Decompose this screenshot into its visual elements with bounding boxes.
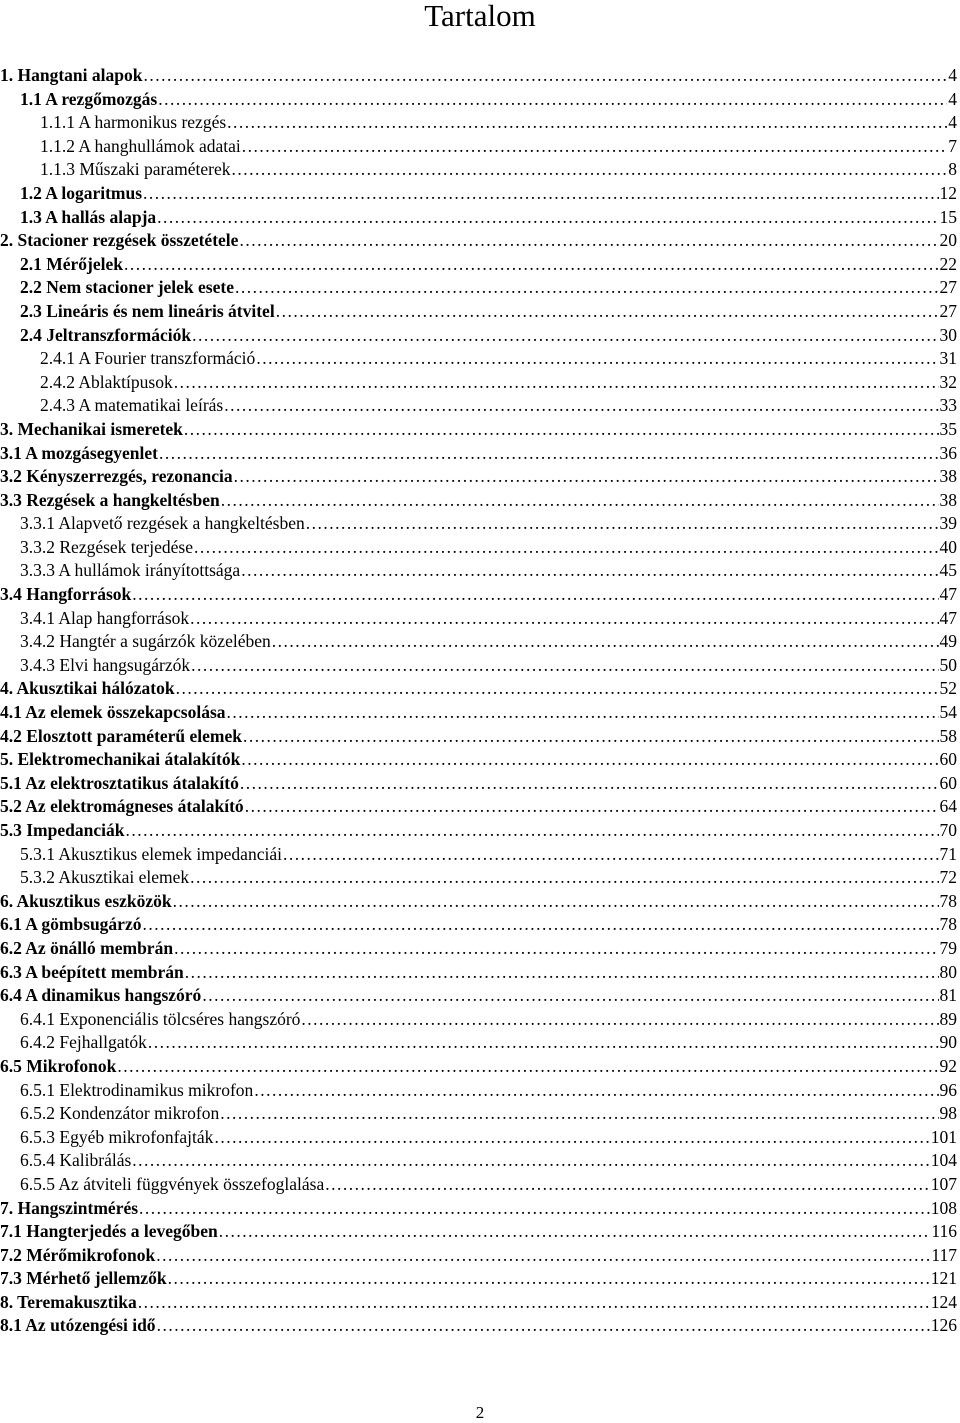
toc-entry-row [0, 748, 957, 772]
toc-entry-row [40, 394, 957, 418]
toc-dot-leader [243, 725, 938, 749]
toc-entry-page: 117 [931, 1244, 957, 1265]
toc-dot-leader [301, 1008, 938, 1032]
toc-entry[interactable] [0, 630, 960, 654]
toc-entry-page: 36 [939, 442, 957, 463]
toc-entry[interactable] [0, 418, 960, 442]
toc-entry-page: 8 [948, 159, 957, 180]
toc-entry-label: 6.5.5 Az átviteli függvények összefoglalása [20, 1173, 325, 1194]
toc-entry-page: 40 [939, 536, 957, 557]
toc-entry[interactable] [0, 843, 960, 867]
toc-entry-page: 126 [930, 1315, 957, 1336]
toc-dot-leader [272, 630, 939, 654]
toc-entry[interactable] [0, 1079, 960, 1103]
toc-entry-label: 6. Akusztikus eszközök [0, 890, 172, 911]
toc-entry-row [20, 843, 957, 867]
toc-dot-leader [148, 1031, 939, 1055]
toc-dot-leader [227, 701, 939, 725]
toc-entry-row [20, 607, 957, 631]
toc-entry[interactable] [0, 1197, 960, 1221]
toc-entry-row [20, 1126, 957, 1150]
toc-entry[interactable] [0, 64, 960, 88]
toc-entry-page: 47 [939, 607, 957, 628]
toc-dot-leader [142, 913, 938, 937]
toc-entry-page: 35 [939, 418, 957, 439]
page-title: Tartalom [424, 0, 536, 33]
toc-entry[interactable] [0, 890, 960, 914]
toc-entry-row [0, 890, 957, 914]
toc-dot-leader [184, 418, 939, 442]
toc-entry-label: 4.1 Az elemek összekapcsolása [0, 702, 226, 723]
toc-dot-leader [219, 1220, 931, 1244]
toc-dot-leader [138, 1291, 930, 1315]
toc-entry-label: 1.1.3 Műszaki paraméterek [40, 159, 231, 180]
toc-entry-page: 90 [939, 1032, 957, 1053]
toc-entry-row [0, 229, 957, 253]
toc-entry[interactable] [0, 748, 960, 772]
toc-entry[interactable] [0, 984, 960, 1008]
toc-entry[interactable] [0, 1126, 960, 1150]
toc-entry-label: 7.1 Hangterjedés a levegőben [0, 1221, 218, 1242]
toc-entry-label: 6.1 A gömbsugárzó [0, 914, 142, 935]
toc-entry-row [0, 984, 957, 1008]
toc-entry-page: 64 [939, 796, 957, 817]
toc-entry-label: 6.5.1 Elektrodinamikus mikrofon [20, 1079, 254, 1100]
toc-entry-page: 78 [939, 914, 957, 935]
toc-entry-label: 7.2 Mérőmikrofonok [0, 1244, 156, 1265]
toc-entry-label: 3. Mechanikai ismeretek [0, 418, 183, 439]
toc-entry-label: 3.4.2 Hangtér a sugárzók közelében [20, 631, 271, 652]
toc-entry-label: 7. Hangszintmérés [0, 1197, 139, 1218]
toc-entry[interactable] [0, 465, 960, 489]
toc-entry-label: 6.5.4 Kalibrálás [20, 1150, 132, 1171]
toc-entry-page: 49 [939, 631, 957, 652]
toc-entry-page: 60 [939, 772, 957, 793]
toc-entry-label: 6.4.2 Fejhallgatók [20, 1032, 147, 1053]
toc-entry-page: 101 [930, 1126, 957, 1147]
toc-entry-label: 2. Stacioner rezgések összetétele [0, 230, 239, 251]
toc-entry-label: 8.1 Az utózengési idő [0, 1315, 156, 1336]
toc-entry-label: 3.3.2 Rezgések terjedése [20, 536, 193, 557]
toc-dot-leader [143, 182, 938, 206]
toc-entry-row [20, 654, 957, 678]
toc-entry-label: 2.4 Jeltranszformációk [20, 324, 192, 345]
toc-dot-leader [158, 88, 947, 112]
toc-entry-label: 7.3 Mérhető jellemzők [0, 1268, 167, 1289]
toc-entry-page: 70 [939, 820, 957, 840]
toc-entry[interactable] [0, 442, 960, 466]
toc-entry-page: 104 [930, 1150, 957, 1171]
toc-entry-label: 3.3 Rezgések a hangkeltésben [0, 489, 220, 510]
toc-entry-row [40, 111, 957, 135]
toc-dot-leader [139, 1197, 930, 1221]
toc-entry-label: 6.5 Mikrofonok [0, 1055, 117, 1076]
toc-entry-row [0, 701, 957, 725]
toc-entry-label: 1.1 A rezgőmozgás [20, 88, 158, 109]
toc-entry[interactable] [0, 229, 960, 253]
toc-entry-label: 8. Teremakusztika [0, 1291, 137, 1312]
toc-entry-page: 96 [939, 1079, 957, 1100]
toc-entry[interactable] [0, 182, 960, 206]
toc-entry-page: 4 [948, 65, 957, 85]
toc-entry-row [20, 512, 957, 536]
toc-entry-page: 31 [939, 348, 957, 369]
toc-entry[interactable] [0, 489, 960, 513]
toc-entry[interactable] [0, 819, 960, 843]
toc-entry[interactable] [0, 1291, 960, 1315]
toc-entry[interactable] [0, 1055, 960, 1079]
toc-entry-page: 7 [948, 135, 957, 156]
toc-entry-label: 5.3.2 Akusztikai elemek [20, 867, 190, 888]
toc-entry-page: 121 [930, 1268, 957, 1289]
toc-entry-label: 3.1 A mozgásegyenlet [0, 442, 158, 463]
toc-entry-label: 1.1.2 A hanghullámok adatai [40, 135, 241, 156]
toc-entry-label: 6.5.3 Egyéb mikrofonfajták [20, 1126, 214, 1147]
toc-dot-leader [159, 442, 939, 466]
toc-dot-leader [174, 937, 938, 961]
toc-entry-page: 116 [931, 1221, 957, 1242]
toc-entry-row [20, 206, 957, 230]
toc-entry-row [0, 442, 957, 466]
toc-entry-row [20, 182, 957, 206]
toc-entry[interactable] [0, 324, 960, 348]
toc-entry-page: 54 [939, 702, 957, 723]
toc-entry-row [0, 795, 957, 819]
toc-dot-leader [143, 64, 947, 88]
toc-entry-label: 3.3.3 A hullámok irányítottsága [20, 560, 241, 581]
toc-entry-label: 5. Elektromechanikai átalakítók [0, 749, 241, 770]
toc-entry[interactable] [0, 253, 960, 277]
toc-entry-row [0, 583, 957, 607]
toc-entry-row [20, 1008, 957, 1032]
toc-entry[interactable] [0, 1149, 960, 1173]
toc-dot-leader [190, 866, 938, 890]
toc-entry-page: 107 [930, 1173, 957, 1194]
toc-entry-row [0, 819, 957, 843]
toc-entry[interactable] [0, 583, 960, 607]
toc-entry-label: 1. Hangtani alapok [0, 65, 143, 85]
toc-entry[interactable] [0, 913, 960, 937]
toc-dot-leader [239, 229, 938, 253]
toc-dot-leader [168, 1267, 930, 1291]
toc-entry[interactable] [0, 347, 960, 371]
toc-entry-page: 15 [939, 206, 957, 227]
toc-entry-page: 4 [948, 88, 957, 109]
toc-entry[interactable] [0, 677, 960, 701]
page-number: 2 [475, 1403, 485, 1422]
toc-entry-page: 12 [939, 182, 957, 203]
toc-dot-leader [231, 158, 947, 182]
toc-dot-leader [124, 253, 938, 277]
toc-entry-page: 81 [939, 985, 957, 1006]
toc-entry-row [20, 88, 957, 112]
toc-entry[interactable] [0, 158, 960, 182]
toc-dot-leader [132, 1149, 929, 1173]
toc-entry-page: 33 [939, 395, 957, 416]
toc-entry-page: 47 [939, 584, 957, 605]
toc-entry-row [0, 913, 957, 937]
toc-entry-row [0, 677, 957, 701]
toc-entry-row [40, 371, 957, 395]
toc-entry-label: 6.3 A beépített membrán [0, 961, 184, 982]
toc-entry-label: 6.2 Az önálló membrán [0, 937, 174, 958]
toc-entry-label: 2.1 Mérőjelek [20, 253, 124, 274]
toc-entry-page: 4 [948, 112, 957, 133]
toc-dot-leader [241, 748, 938, 772]
toc-entry[interactable] [0, 607, 960, 631]
toc-entry-label: 4. Akusztikai hálózatok [0, 678, 175, 699]
toc-entry[interactable] [0, 1173, 960, 1197]
toc-entry-label: 6.4.1 Exponenciális tölcséres hangszóró [20, 1008, 301, 1029]
toc-entry-page: 38 [939, 466, 957, 487]
toc-entry-row [20, 1149, 957, 1173]
toc-dot-leader [156, 1244, 930, 1268]
toc-entry-label: 5.3.1 Akusztikus elemek impedanciái [20, 843, 282, 864]
toc-entry-page: 58 [939, 725, 957, 746]
toc-entry-page: 30 [939, 324, 957, 345]
toc-entry[interactable] [0, 536, 960, 560]
toc-entry-row [0, 772, 957, 796]
toc-entry-page: 98 [939, 1103, 957, 1124]
toc-entry-label: 3.3.1 Alapvető rezgések a hangkeltésben [20, 513, 305, 534]
toc-entry-row [20, 300, 957, 324]
toc-dot-leader [276, 300, 939, 324]
toc-dot-leader [173, 890, 939, 914]
toc-entry-row [0, 64, 957, 88]
toc-dot-leader [190, 607, 938, 631]
toc-dot-leader [227, 111, 947, 135]
toc-dot-leader [157, 1314, 930, 1338]
toc-entry-row [20, 1031, 957, 1055]
toc-entry[interactable] [0, 206, 960, 230]
toc-entry-row [40, 158, 957, 182]
toc-entry[interactable] [0, 937, 960, 961]
toc-entry-label: 6.4 A dinamikus hangszóró [0, 985, 202, 1006]
toc-dot-leader [214, 1126, 929, 1150]
toc-dot-leader [240, 772, 939, 796]
toc-entry-page: 78 [939, 890, 957, 911]
toc-entry-page: 39 [939, 513, 957, 534]
toc-entry[interactable] [0, 1008, 960, 1032]
toc-dot-leader [117, 1055, 938, 1079]
toc-entry-page: 27 [939, 277, 957, 298]
toc-entry-row [0, 489, 957, 513]
toc-dot-leader [174, 371, 939, 395]
toc-entry-row [0, 1291, 957, 1315]
toc-entry-page: 52 [939, 678, 957, 699]
toc-entry-label: 2.4.3 A matematikai leírás [40, 395, 224, 416]
toc-dot-leader [283, 843, 939, 867]
toc-entry-row [20, 559, 957, 583]
toc-dot-leader [220, 1102, 938, 1126]
toc-entry-page: 32 [939, 371, 957, 392]
toc-entry-row [0, 937, 957, 961]
toc-entry-label: 2.4.1 A Fourier transzformáció [40, 348, 256, 369]
toc-entry[interactable] [0, 300, 960, 324]
toc-dot-leader [235, 276, 939, 300]
toc-entry-row [20, 536, 957, 560]
toc-entry[interactable] [0, 654, 960, 678]
toc-entry[interactable] [0, 795, 960, 819]
toc-dot-leader [132, 583, 938, 607]
toc-entry[interactable] [0, 371, 960, 395]
toc-entry[interactable] [0, 512, 960, 536]
toc-dot-leader [194, 536, 939, 560]
toc-dot-leader [234, 465, 939, 489]
toc-entry-label: 2.2 Nem stacioner jelek esete [20, 277, 234, 298]
toc-entry-row [0, 1055, 957, 1079]
toc-entry-page: 38 [939, 489, 957, 510]
toc-entry-page: 45 [939, 560, 957, 581]
toc-entry-page: 20 [939, 230, 957, 251]
toc-entry-row [0, 1267, 957, 1291]
toc-entry[interactable] [0, 1314, 960, 1338]
toc-dot-leader [224, 394, 938, 418]
toc-entry[interactable] [0, 772, 960, 796]
toc-entry-page: 27 [939, 300, 957, 321]
toc-entry-row [0, 418, 957, 442]
toc-dot-leader [157, 206, 938, 230]
toc-entry[interactable] [0, 1031, 960, 1055]
toc-entry-row [20, 253, 957, 277]
toc-entry-row [20, 1173, 957, 1197]
toc-entry[interactable] [0, 725, 960, 749]
toc-dot-leader [241, 559, 938, 583]
toc-entry-page: 22 [939, 253, 957, 274]
toc-dot-leader [242, 135, 948, 159]
toc-entry[interactable] [0, 1244, 960, 1268]
toc-entry-label: 4.2 Elosztott paraméterű elemek [0, 725, 243, 746]
toc-entry-page: 80 [939, 961, 957, 982]
toc-entry-page: 71 [939, 843, 957, 864]
toc-entry-label: 1.2 A logaritmus [20, 182, 143, 203]
toc-entry-label: 2.3 Lineáris és nem lineáris átvitel [20, 300, 275, 321]
toc-dot-leader [125, 819, 938, 843]
toc-entry-row [0, 1220, 957, 1244]
toc-entry-page: 72 [939, 867, 957, 888]
toc-entry-row [0, 465, 957, 489]
toc-entry-label: 1.1.1 A harmonikus rezgés [40, 112, 227, 133]
toc-entry[interactable] [0, 135, 960, 159]
toc-entry-page: 108 [930, 1197, 957, 1218]
toc-entry-label: 5.2 Az elektromágneses átalakító [0, 796, 244, 817]
toc-entry[interactable] [0, 1220, 960, 1244]
toc-entry-row [40, 347, 957, 371]
toc-dot-leader [306, 512, 939, 536]
toc-entry-row [0, 961, 957, 985]
toc-entry-row [20, 866, 957, 890]
toc-entry-row [0, 1314, 957, 1338]
toc-dot-leader [202, 984, 938, 1008]
toc-dot-leader [191, 654, 938, 678]
toc-entry-label: 1.3 A hallás alapja [20, 206, 157, 227]
toc-dot-leader [245, 795, 939, 819]
toc-entry[interactable] [0, 88, 960, 112]
toc-dot-leader [325, 1173, 930, 1197]
toc-entry-row [0, 725, 957, 749]
toc-entry-row [20, 276, 957, 300]
toc-entry-page: 50 [939, 654, 957, 675]
toc-entry-page: 124 [930, 1291, 957, 1312]
table-of-contents [0, 64, 960, 1338]
toc-entry-row [20, 1079, 957, 1103]
toc-entry-label: 5.1 Az elektrosztatikus átalakító [0, 772, 239, 793]
toc-entry-page: 60 [939, 749, 957, 770]
toc-entry-label: 3.4.1 Alap hangforrások [20, 607, 190, 628]
toc-entry-label: 3.4.3 Elvi hangsugárzók [20, 654, 191, 675]
toc-entry-label: 2.4.2 Ablaktípusok [40, 371, 173, 392]
toc-entry-row [20, 630, 957, 654]
toc-dot-leader [192, 324, 938, 348]
toc-entry[interactable] [0, 701, 960, 725]
toc-entry[interactable] [0, 961, 960, 985]
toc-entry-page: 92 [939, 1055, 957, 1076]
toc-entry-label: 3.4 Hangforrások [0, 584, 132, 605]
toc-entry[interactable] [0, 866, 960, 890]
toc-entry-row [0, 1244, 957, 1268]
toc-entry-label: 3.2 Kényszerrezgés, rezonancia [0, 466, 233, 487]
toc-dot-leader [256, 347, 938, 371]
toc-entry-row [20, 324, 957, 348]
toc-entry-label: 5.3 Impedanciák [0, 820, 125, 840]
toc-entry-label: 6.5.2 Kondenzátor mikrofon [20, 1103, 220, 1124]
toc-entry[interactable] [0, 1102, 960, 1126]
toc-entry-page: 89 [939, 1008, 957, 1029]
toc-dot-leader [176, 677, 939, 701]
toc-entry[interactable] [0, 276, 960, 300]
toc-entry[interactable] [0, 394, 960, 418]
toc-entry[interactable] [0, 559, 960, 583]
toc-entry[interactable] [0, 1267, 960, 1291]
toc-entry-page: 79 [939, 937, 957, 958]
toc-dot-leader [221, 489, 939, 513]
toc-dot-leader [254, 1079, 938, 1103]
toc-entry-row [0, 1197, 957, 1221]
toc-entry-row [40, 135, 957, 159]
toc-entry[interactable] [0, 111, 960, 135]
toc-entry-row [20, 1102, 957, 1126]
toc-dot-leader [185, 961, 939, 985]
